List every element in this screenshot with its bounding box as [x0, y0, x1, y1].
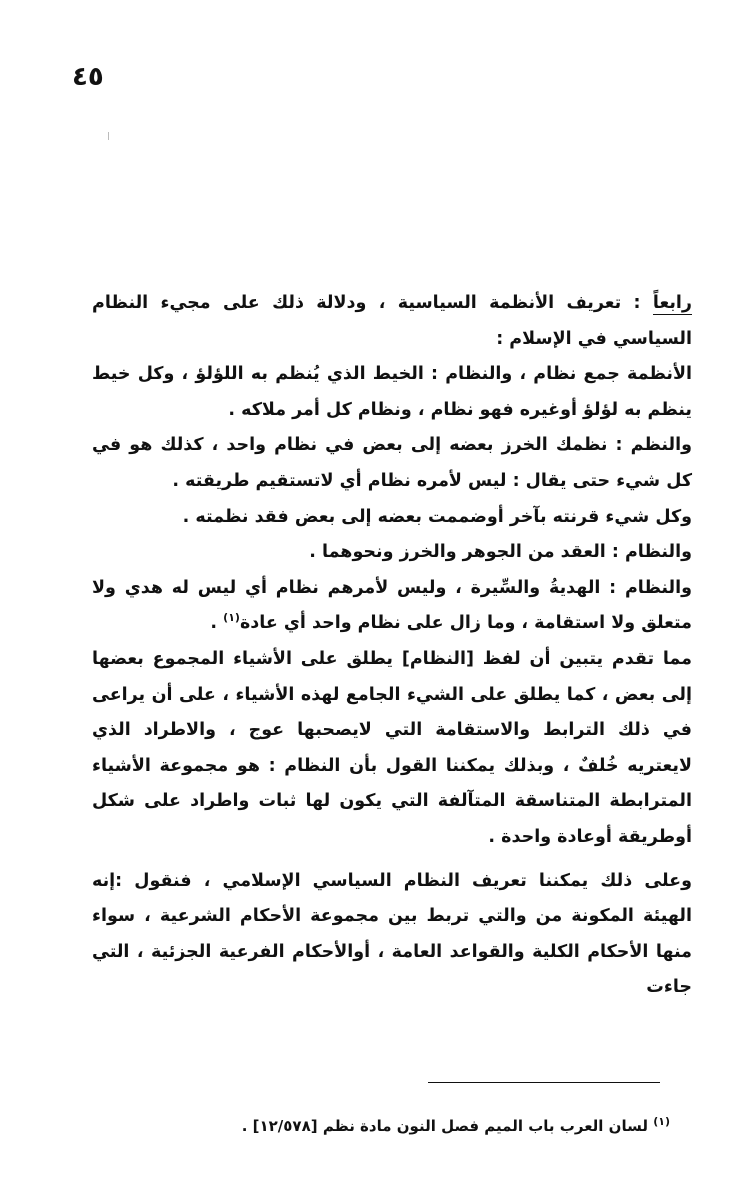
paragraph-guidance-end: .	[210, 613, 218, 634]
paragraph-summary: مما تقدم يتبين أن لفظ [النظام] يطلق على الأشياء المجموع بعضها إلى بعض ، كما يطلق على الشيء الجامع لهذه الأشياء ، على أن يراعى في ذلك الترابط والاستقامة التي لايصحبها عوج ، والاطراد الذي لايعتريه خُلفٌ ، وبذلك يمكننا القول بأن النظام : هو مجموعة الأشياء المترابطة المتناسقة المتآلفة التي يكون لها ثبات واطراد على شكل أوطريقة أوعادة واحدة .	[92, 648, 692, 847]
paragraph-guidance-text: والنظام : الهديةُ والسِّيرة ، وليس لأمرهم نظام أي ليس له هدي ولا متعلق ولا استقامة ، وما زال على نظام واحد أي عادة	[92, 577, 692, 634]
footnote	[120, 1115, 670, 1135]
footnote-reference[interactable]: (١)	[223, 611, 240, 625]
section-heading-text: : تعريف الأنظمة السياسية ، ودلالة ذلك على مجيء النظام السياسي في الإسلام :	[92, 293, 692, 349]
section-heading	[92, 286, 692, 357]
footnote-divider	[428, 1082, 660, 1083]
paragraph-definition: الأنظمة جمع نظام ، والنظام : الخيط الذي يُنظم به اللؤلؤ ، وكل خيط ينظم به لؤلؤ أوغيره فهو نظام ، ونظام كل أمر ملاكه .	[92, 364, 692, 420]
paragraph-combination: وكل شيء قرنته بآخر أوضممت بعضه إلى بعض فقد نظمته .	[182, 506, 692, 527]
paragraph-islamic-system: وعلى ذلك يمكننا تعريف النظام السياسي الإسلامي ، فنقول :إنه الهيئة المكونة من والتي تربط بين مجموعة الأحكام الشرعية ، سواء منها الأحكام الكلية والقواعد العامة ، أوالأحكام الفرعية الجزئية ، التي جاءت	[92, 870, 692, 998]
paragraph-necklace: والنظام : العقد من الجوهر والخرز ونحوهما .	[309, 542, 692, 563]
section-label: رابعاً	[652, 293, 692, 313]
footnote-number: (١)	[653, 1115, 670, 1128]
margin-mark	[108, 132, 109, 140]
main-text	[92, 286, 692, 1006]
footnote-text: لسان العرب باب الميم فصل النون مادة نظم [١٢/٥٧٨] .	[241, 1117, 654, 1135]
page-number: ٤٥	[72, 62, 104, 92]
paragraph-guidance	[92, 571, 692, 642]
paragraph-nazm: والنظم : نظمك الخرز بعضه إلى بعض في نظام واحد ، كذلك هو في كل شيء حتى يقال : ليس لأمره نظام أي لاتستقيم طريقته .	[92, 435, 692, 491]
